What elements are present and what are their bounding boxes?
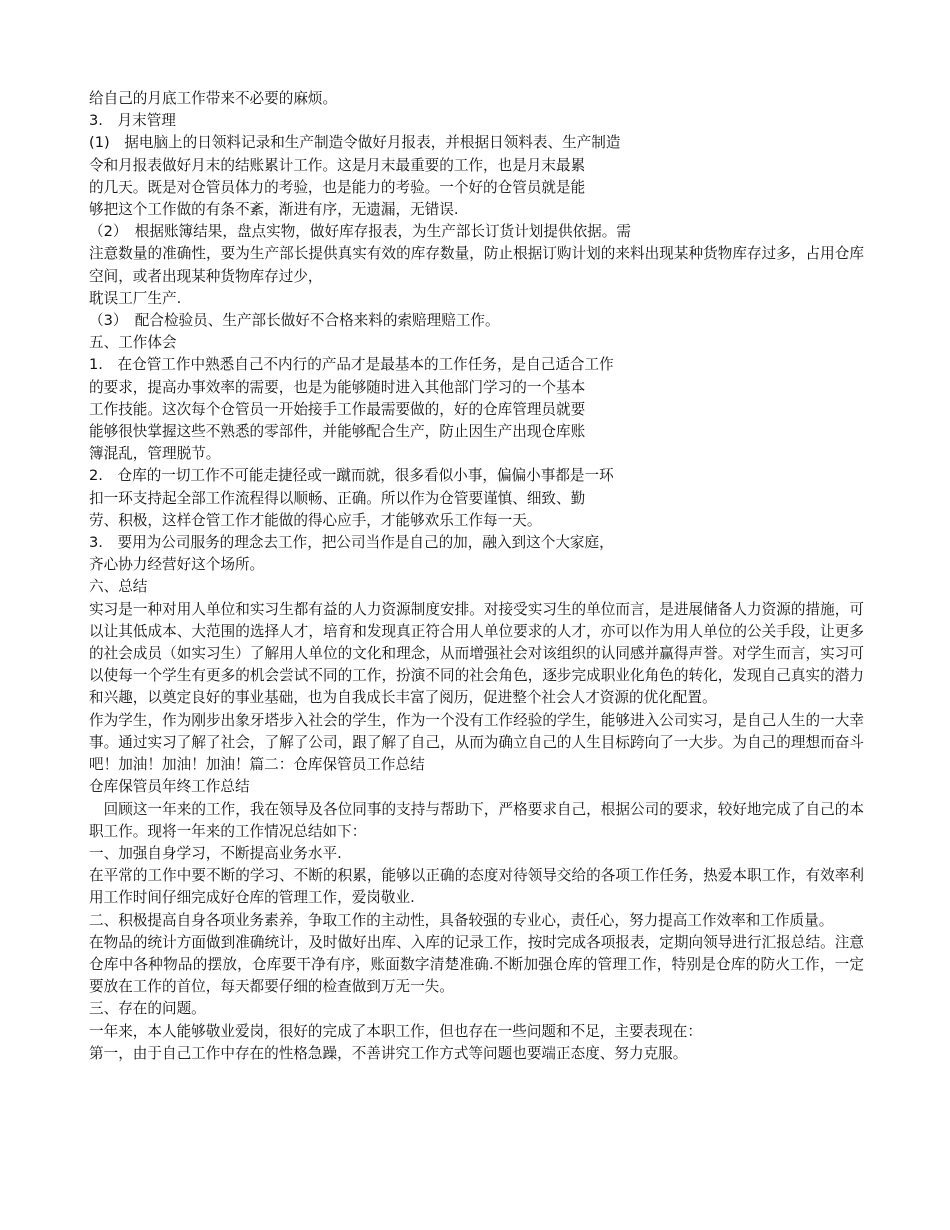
document-title: 仓库保管员年终工作总结 xyxy=(89,778,250,796)
paragraph: 在平常的工作中要不断的学习、不断的积累，能够以正确的态度对待领导交给的各项工作任务，热爱本职工作，有效率利用工作时间仔细完成好仓库的管理工作，爱岗敬业. xyxy=(89,867,864,907)
text-line: 2. 仓库的一切工作不可能走捷径或一蹴而就，很多看似小事，偏偏小事都是一环 xyxy=(89,467,614,485)
paragraph: 回顾这一年来的工作，我在领导及各位同事的支持与帮助下，严格要求自己，根据公司的要求，较好地完成了自己的本职工作。现将一年来的工作情况总结如下： xyxy=(89,800,864,840)
text-line: 令和月报表做好月末的结账累计工作。这是月末最重要的工作，也是月末最累 xyxy=(89,156,586,174)
text-line: 簿混乱，管理脱节。 xyxy=(89,445,221,463)
paragraph: 注意数量的准确性，要为生产部长提供真实有效的库存数量，防止根据订购计划的来料出现某种货物库存过多，占用仓库空间，或者出现某种货物库存过少， xyxy=(89,245,864,285)
section-heading: 一、加强自身学习，不断提高业务水平. xyxy=(89,844,342,862)
document-body xyxy=(89,88,864,1065)
text-line: 工作技能。这次每个仓管员一开始接手工作最需要做的，好的仓库管理员就要 xyxy=(89,400,586,418)
text-line: 3. 要用为公司服务的理念去工作，把公司当作是自己的加，融入到这个大家庭， xyxy=(89,534,614,552)
text-line: 一年来，本人能够敬业爱岗，很好的完成了本职工作，但也存在一些问题和不足，主要表现在： xyxy=(89,1022,702,1040)
paragraph: 在物品的统计方面做到准确统计，及时做好出库、入库的记录工作，按时完成各项报表，定期向领导进行汇报总结。注意仓库中各种物品的摆放，仓库要干净有序，账面数字清楚准确.不断加强仓库的管理工作，特别是仓库的防火工作，一定要放在工作的首位，每天都要仔细的检查做到万无一失。 xyxy=(89,933,864,996)
text-line: 1. 在仓管工作中熟悉自己不内行的产品才是最基本的工作任务，是自己适合工作 xyxy=(89,356,614,374)
section-heading: 六、总结 xyxy=(89,578,148,596)
section-heading: 二、积极提高自身各项业务素养，争取工作的主动性，具备较强的专业心，责任心，努力提高工作效率和工作质量。 xyxy=(89,911,834,929)
text-line: (1) 据电脑上的日领料记录和生产制造令做好月报表，并根据日领料表、生产制造 xyxy=(89,134,621,152)
text-line: 第一，由于自己工作中存在的性格急躁，不善讲究工作方式等问题也要端正态度、努力克服。 xyxy=(89,1044,688,1062)
text-line: 能够很快掌握这些不熟悉的零部件，并能够配合生产，防止因生产出现仓库账 xyxy=(89,423,586,441)
paragraph: 实习是一种对用人单位和实习生都有益的人力资源制度安排。对接受实习生的单位而言，是进展储备人力资源的措施，可以让其低成本、大范围的选择人才，培育和发现真正符合用人单位要求的人才，亦可以作为用人单位的公关手段，让更多的社会成员（如实习生）了解用人单位的文化和理念，从而增强社会对该组织的认同感并赢得声誉。对学生而言，实习可以使每一个学生有更多的机会尝试不同的工作，扮演不同的社会角色，逐步完成职业化角色的转化，发现自己真实的潜力和兴趣，以奠定良好的事业基础，也为自我成长丰富了阅历，促进整个社会人才资源的优化配置。 xyxy=(89,600,864,707)
section-heading: 3. 月末管理 xyxy=(89,112,176,130)
text-line: 劳、积极，这样仓管工作才能做的得心应手，才能够欢乐工作每一天。 xyxy=(89,511,542,529)
text-line: 耽误工厂生产. xyxy=(89,289,182,307)
section-heading: 三、存在的问题。 xyxy=(89,1000,206,1018)
text-line: 的要求，提高办事效率的需要，也是为能够随时进入其他部门学习的一个基本 xyxy=(89,378,586,396)
paragraph: 作为学生，作为刚步出象牙塔步入社会的学生，作为一个没有工作经验的学生，能够进入公司实习，是自己人生的一大幸事。通过实习了解了社会，了解了公司，跟了解了自己，从而为确立自己的人生目标跨向了一大步。为自己的理想而奋斗吧！加油！加油！加油！篇二：仓库保管员工作总结 xyxy=(89,711,864,774)
text-line: 够把这个工作做的有条不紊，渐进有序，无遗漏，无错误. xyxy=(89,201,459,219)
text-line: 扣一环支持起全部工作流程得以顺畅、正确。所以作为仓管要谨慎、细致、勤 xyxy=(89,489,586,507)
text-line: 的几天。既是对仓管员体力的考验，也是能力的考验。一个好的仓管员就是能 xyxy=(89,178,586,196)
text-line: 给自己的月底工作带来不必要的麻烦。 xyxy=(89,90,338,107)
text-line: 齐心协力经营好这个场所。 xyxy=(89,556,265,574)
text-line: （3） 配合检验员、生产部长做好不合格来料的索赔理赔工作。 xyxy=(89,312,500,330)
section-heading: 五、工作体会 xyxy=(89,334,177,352)
text-line: （2） 根据账簿结果，盘点实物，做好库存报表，为生产部长订货计划提供依据。需 xyxy=(89,223,631,241)
